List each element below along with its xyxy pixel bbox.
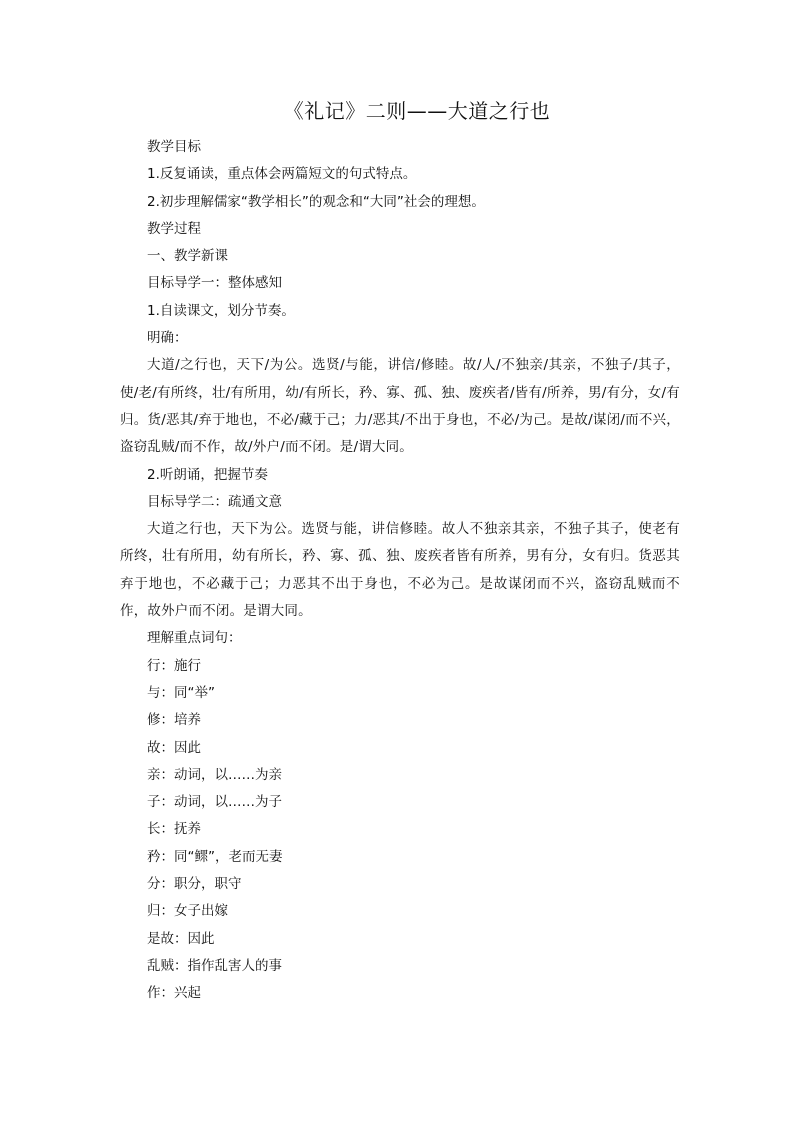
guide-heading-1: 目标导学一：整体感知	[147, 275, 282, 292]
rhythm-paragraph: 大道/之行也，天下/为公。选贤/与能，讲信/修睦。故/人/不独亲/其亲，不独子/其子，使/老/有所终，壮/有所用，幼/有所长，矜、寡、孤、独、废疾者/皆有/所养，男/有分，女/有归。货/恶其/弃于地也，不必/藏于己；力/恶其/不出于身也，不必/为己。是故/谋闭/而不兴，盗窃乱贼/而不作，故/外户/而不闭。是/谓大同。	[120, 357, 680, 456]
vocab-item: 子：动词，以……为子	[147, 794, 282, 811]
vocab-item: 作：兴起	[147, 985, 201, 1002]
vocab-item: 行：施行	[147, 657, 201, 674]
step-2: 2.听朗诵，把握节奏	[147, 466, 268, 483]
vocab-heading: 理解重点词句：	[147, 630, 242, 647]
vocab-item: 分：职分，职守	[147, 876, 242, 893]
vocab-item: 是故：因此	[147, 930, 215, 947]
goal-item-1: 1.反复诵读，重点体会两篇短文的句式特点。	[147, 166, 417, 183]
process-heading: 教学过程	[147, 220, 201, 237]
vocab-item: 归：女子出嫁	[147, 903, 228, 920]
document-body	[120, 134, 680, 1008]
page-title: 《礼记》二则——大道之行也	[283, 99, 551, 123]
vocab-item: 乱贼：指作乱害人的事	[147, 957, 282, 974]
goals-heading: 教学目标	[147, 139, 201, 155]
vocab-item: 矜：同“鳏”，老而无妻	[147, 848, 283, 865]
vocab-item: 故：因此	[147, 739, 201, 756]
vocab-item: 亲：动词，以……为亲	[147, 766, 282, 783]
vocab-item: 修：培养	[147, 712, 201, 729]
section-heading-1: 一、教学新课	[147, 248, 228, 265]
guide-heading-2: 目标导学二：疏通文意	[147, 493, 282, 510]
vocab-item: 长：抚养	[147, 821, 201, 838]
full-text-paragraph: 大道之行也，天下为公。选贤与能，讲信修睦。故人不独亲其亲，不独子其子，使老有所终，壮有所用，幼有所长，矜、寡、孤、独、废疾者皆有所养，男有分，女有归。货恶其弃于地也，不必藏于己；力恶其不出于身也，不必为己。是故谋闭而不兴，盗窃乱贼而不作，故外户而不闭。是谓大同。	[120, 521, 680, 620]
goal-item-2: 2.初步理解儒家“教学相长”的观念和“大同”社会的理想。	[147, 193, 485, 210]
vocab-item: 与：同“举”	[147, 684, 215, 701]
step-1: 1.自读课文，划分节奏。	[147, 302, 295, 319]
answer-label: 明确：	[147, 330, 188, 347]
